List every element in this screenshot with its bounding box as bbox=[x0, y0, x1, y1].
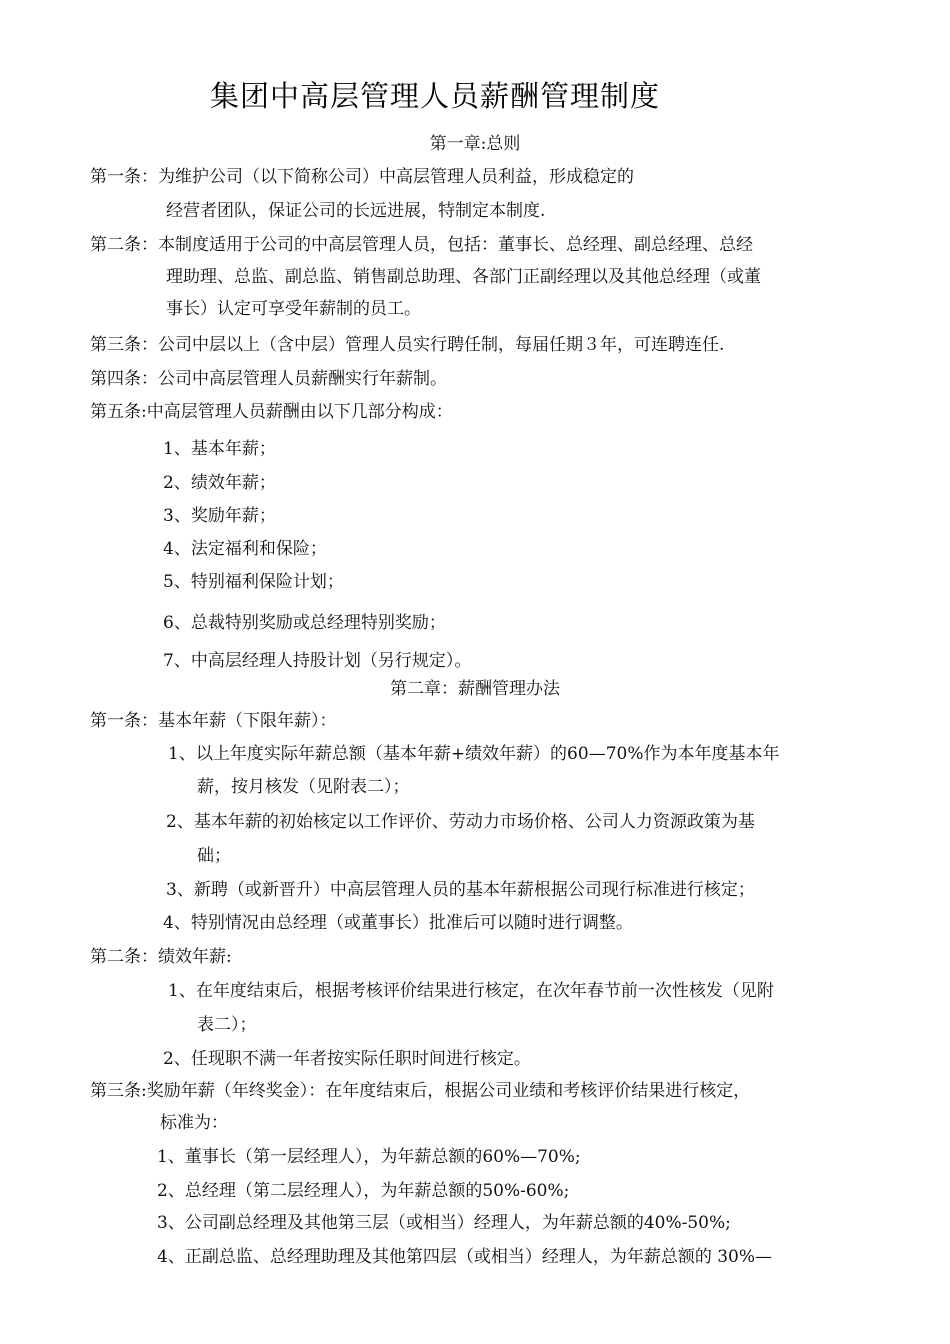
c2-a1-item-1-line-2: 薪，按月核发（见附表二）； bbox=[197, 777, 410, 797]
c1-list-item-5: 5、特别福利保险计划； bbox=[163, 572, 344, 592]
c2-a1-item-1-line-1: 1、以上年度实际年薪总额（基本年薪+绩效年薪）的60—70%作为本年度基本年 bbox=[168, 744, 780, 764]
c1-list-item-3: 3、奖励年薪； bbox=[163, 506, 276, 526]
c1-article-3: 第三条：公司中层以上（含中层）管理人员实行聘任制，每届任期３年，可连聘连任. bbox=[90, 335, 725, 355]
c1-list-item-7: 7、中高层经理人持股计划（另行规定）。 bbox=[163, 651, 472, 671]
c1-list-item-2: 2、绩效年薪； bbox=[163, 473, 276, 493]
c2-a3-item-2: 2、总经理（第二层经理人），为年薪总额的50%-60%; bbox=[157, 1181, 570, 1201]
c2-a3-item-1: 1、董事长（第一层经理人），为年薪总额的60%—70%; bbox=[157, 1147, 581, 1167]
c1-article-2-line-2: 理助理、总监、副总监、销售副总助理、各部门正副经理以及其他总经理（或董 bbox=[166, 267, 761, 287]
chapter-2-heading: 第二章：薪酬管理办法 bbox=[390, 679, 560, 699]
c2-a2-item-1-line-1: 1、在年度结束后，根据考核评价结果进行核定，在次年春节前一次性核发（见附 bbox=[168, 981, 774, 1001]
c2-a1-item-2-line-1: 2、基本年薪的初始核定以工作评价、劳动力市场价格、公司人力资源政策为基 bbox=[166, 812, 755, 832]
c1-list-item-6: 6、总裁特别奖励或总经理特别奖励； bbox=[163, 613, 446, 633]
c1-list-item-4: 4、法定福利和保险； bbox=[163, 539, 327, 559]
c1-article-2-line-1: 第二条：本制度适用于公司的中高层管理人员，包括：董事长、总经理、副总经理、总经 bbox=[90, 235, 753, 255]
c2-a3-item-4: 4、正副总监、总经理助理及其他第四层（或相当）经理人，为年薪总额的 30%— bbox=[157, 1247, 773, 1267]
c2-article-1: 第一条：基本年薪（下限年薪）： bbox=[90, 711, 337, 731]
c2-article-3-line-1: 第三条:奖励年薪（年终奖金）：在年度结束后，根据公司业绩和考核评价结果进行核定， bbox=[90, 1081, 751, 1101]
c2-a1-item-3: 3、新聘（或新晋升）中高层管理人员的基本年薪根据公司现行标准进行核定； bbox=[166, 880, 755, 900]
c2-a2-item-2: 2、任现职不满一年者按实际任职时间进行核定。 bbox=[163, 1049, 531, 1069]
c1-article-1-line-1: 第一条：为维护公司（以下简称公司）中高层管理人员利益，形成稳定的 bbox=[90, 167, 634, 187]
c2-a1-item-4: 4、特别情况由总经理（或董事长）批准后可以随时进行调整。 bbox=[163, 913, 633, 933]
c1-article-4: 第四条：公司中高层管理人员薪酬实行年薪制。 bbox=[90, 369, 447, 389]
c2-a2-item-1-line-2: 表二）； bbox=[197, 1015, 257, 1035]
c1-article-5: 第五条:中高层管理人员薪酬由以下几部分构成： bbox=[90, 402, 453, 422]
c2-a3-item-3: 3、公司副总经理及其他第三层（或相当）经理人，为年薪总额的40%-50%; bbox=[157, 1213, 731, 1233]
c2-article-3-line-2: 标准为： bbox=[160, 1113, 228, 1133]
document-title: 集团中高层管理人员薪酬管理制度 bbox=[209, 79, 660, 113]
c2-article-2: 第二条：绩效年薪: bbox=[90, 947, 232, 967]
c1-article-2-line-3: 事长）认定可享受年薪制的员工。 bbox=[166, 299, 421, 319]
c2-a1-item-2-line-2: 础； bbox=[197, 846, 231, 866]
c1-article-1-line-2: 经营者团队，保证公司的长远进展，特制定本制度. bbox=[166, 201, 546, 221]
c1-list-item-1: 1、基本年薪； bbox=[163, 439, 276, 459]
chapter-1-heading: 第一章:总则 bbox=[429, 134, 521, 154]
